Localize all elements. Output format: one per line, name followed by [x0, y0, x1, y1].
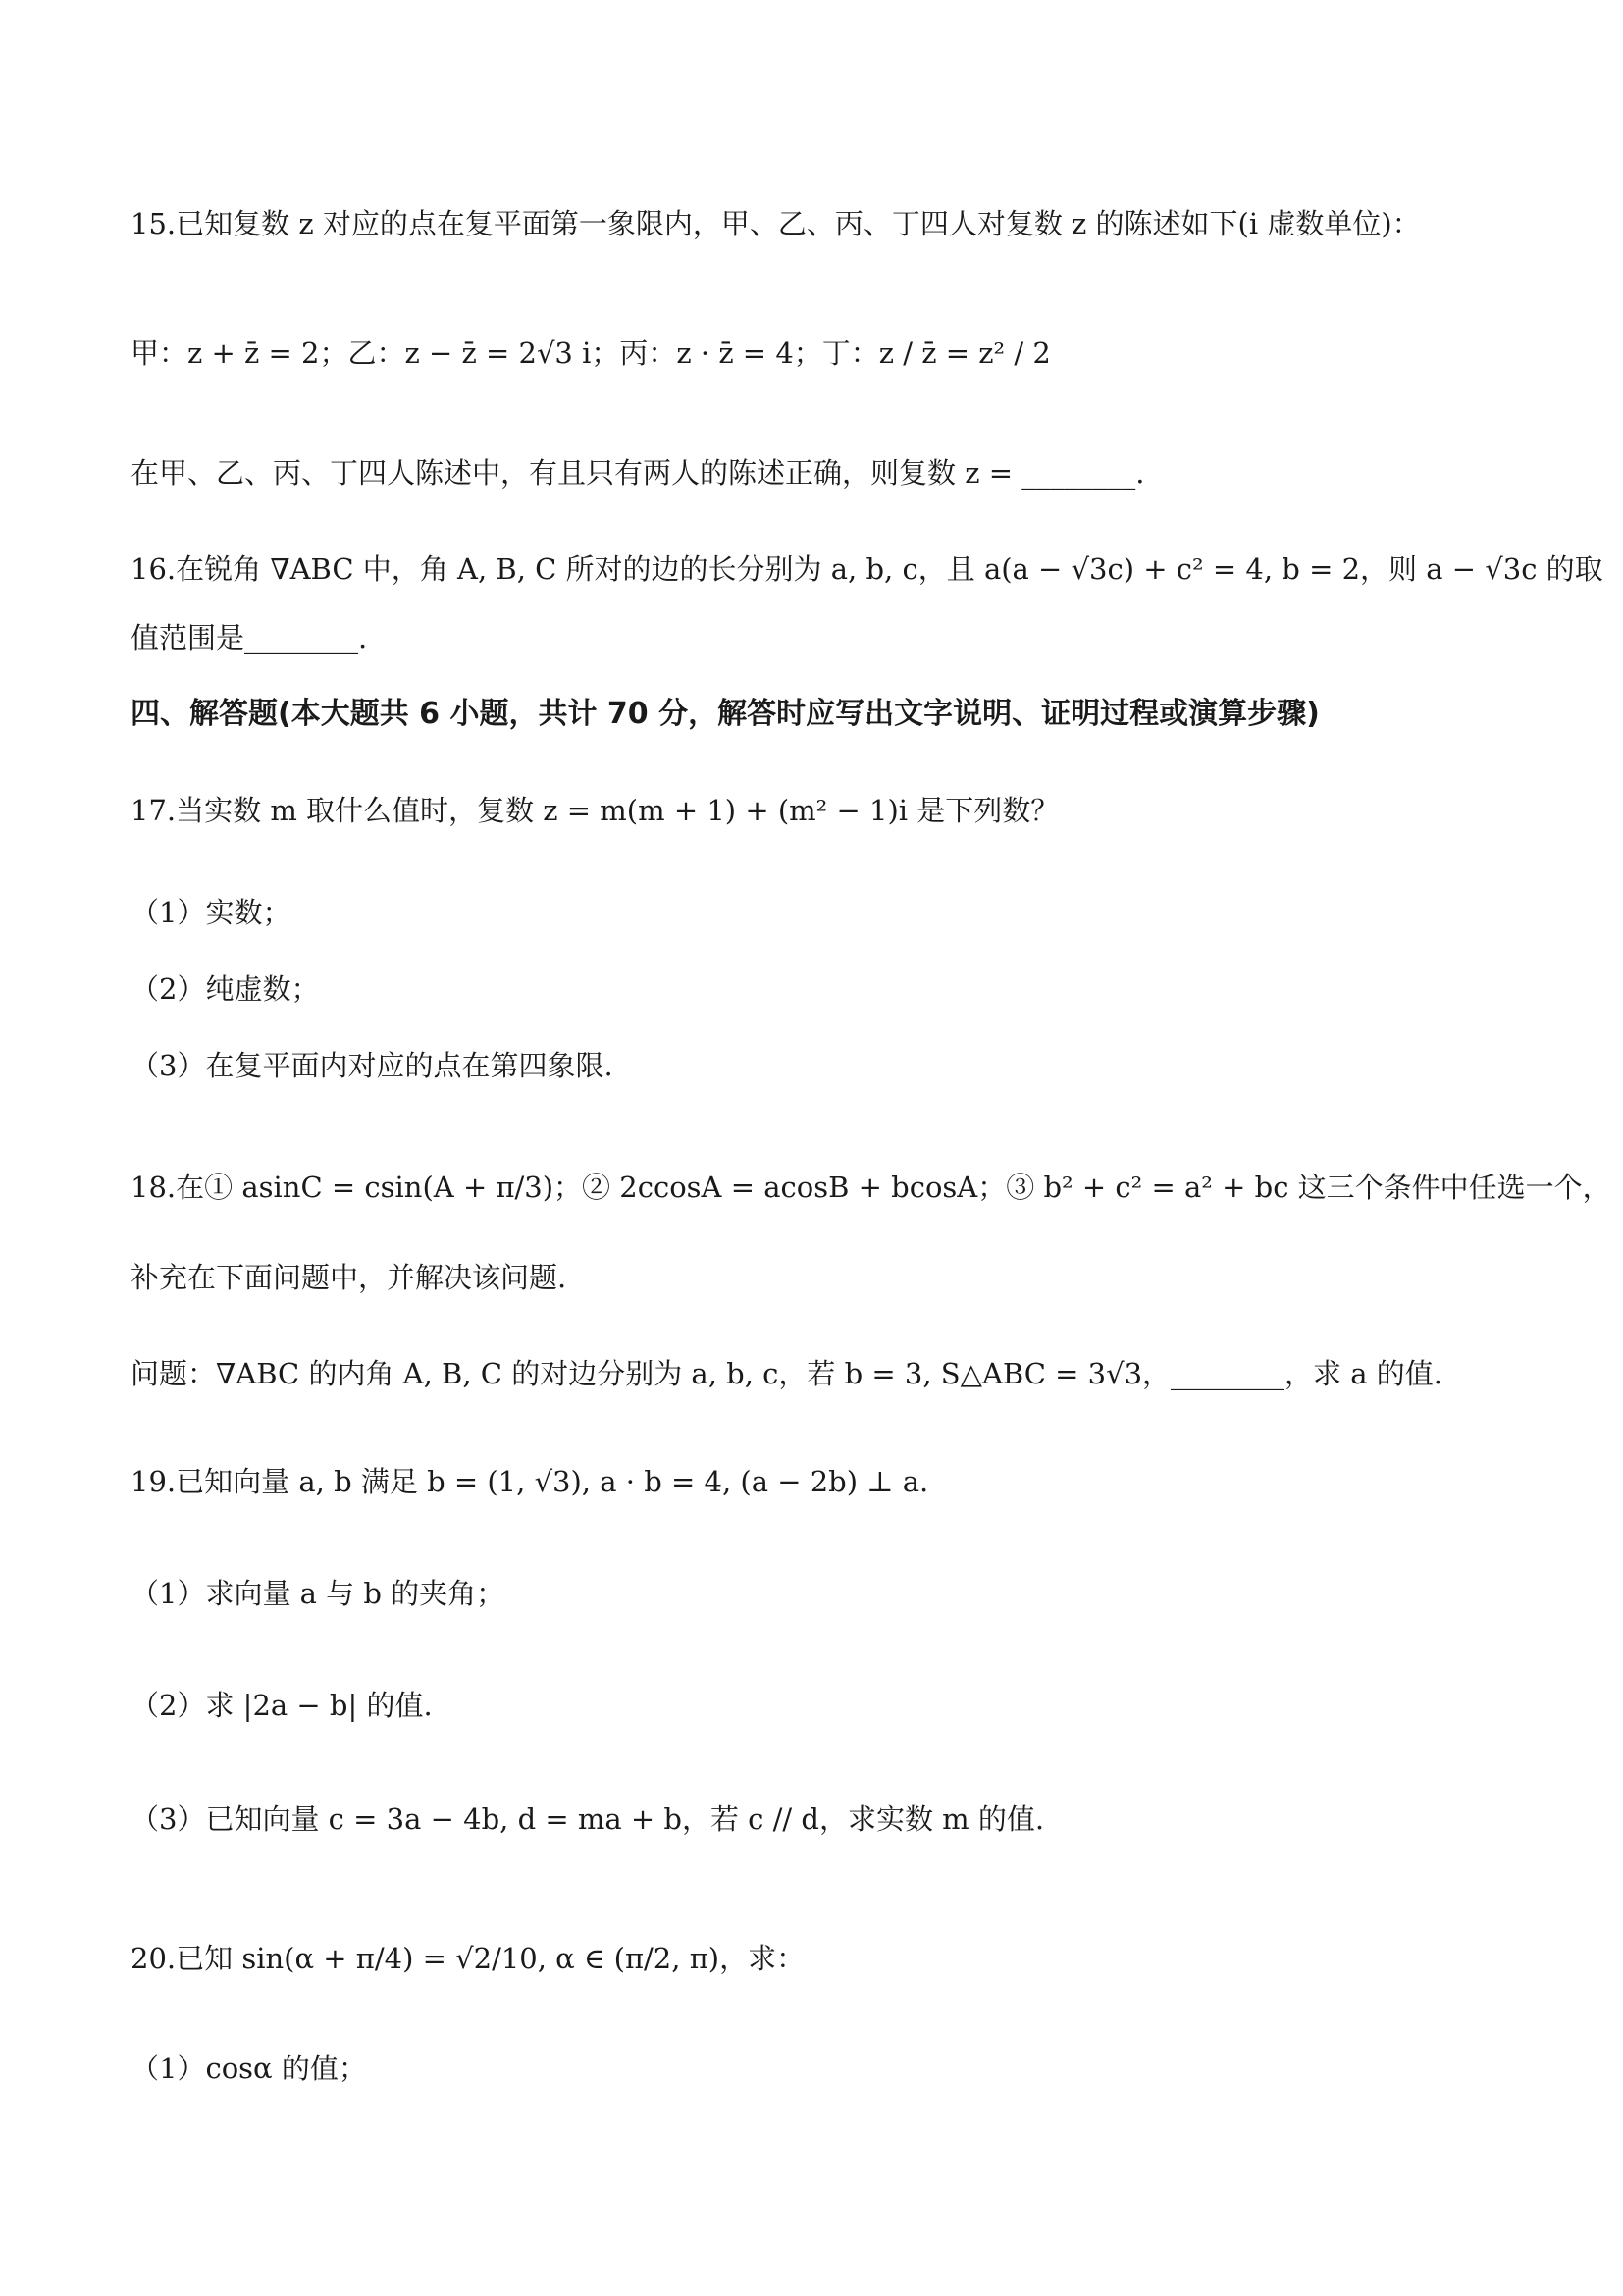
q19-part-2: （2）求 |2a − b| 的值. — [131, 1689, 433, 1722]
q18-line-2: 补充在下面问题中，并解决该问题. — [131, 1261, 567, 1294]
q20-intro: 20.已知 sin(α + π/4) = √2/10, α ∈ (π/2, π)，求： — [131, 1942, 806, 1975]
section-4-heading: 四、解答题(本大题共 6 小题，共计 70 分，解答时应写出文字说明、证明过程或演算步骤) — [131, 697, 1320, 731]
q18-line-3: 问题：∇ABC 的内角 A, B, C 的对边分别为 a, b, c，若 b = 3, S△ABC = 3√3，________，求 a 的值. — [131, 1357, 1443, 1390]
q19-part-3: （3）已知向量 c = 3a − 4b, d = ma + b，若 c // d，求实数 m 的值. — [131, 1802, 1045, 1836]
q17-part-2: （2）纯虚数； — [131, 972, 320, 1006]
q19-part-1: （1）求向量 a 与 b 的夹角； — [131, 1577, 505, 1610]
q16-line-2: 值范围是________. — [131, 621, 368, 654]
q16-line-1: 16.在锐角 ∇ABC 中，角 A, B, C 所对的边的长分别为 a, b, c，且 a(a − √3c) + c² = 4, b = 2，则 a − √3c 的取 — [131, 552, 1603, 586]
q17-part-1: （1）实数； — [131, 896, 291, 929]
q20-part-1: （1）cosα 的值； — [131, 2052, 367, 2085]
q15-question: 在甲、乙、丙、丁四人陈述中，有且只有两人的陈述正确，则复数 z = ________. — [131, 456, 1145, 490]
q15-statements: 甲：z + z̄ = 2；乙：z − z̄ = 2√3 i；丙：z · z̄ = 4；丁：z / z̄ = z² / 2 — [131, 337, 1051, 370]
q17-part-3: （3）在复平面内对应的点在第四象限. — [131, 1049, 613, 1082]
q19-intro: 19.已知向量 a, b 满足 b = (1, √3), a · b = 4, (a − 2b) ⊥ a. — [131, 1465, 929, 1498]
q15-intro: 15.已知复数 z 对应的点在复平面第一象限内，甲、乙、丙、丁四人对复数 z 的陈述如下(i 虚数单位)： — [131, 207, 1421, 240]
q18-line-1: 18.在① asinC = csin(A + π/3)；② 2ccosA = acosB + bcosA；③ b² + c² = a² + bc 这三个条件中任选一个， — [131, 1171, 1611, 1204]
q17-intro: 17.当实数 m 取什么值时，复数 z = m(m + 1) + (m² − 1)i 是下列数？ — [131, 794, 1060, 827]
